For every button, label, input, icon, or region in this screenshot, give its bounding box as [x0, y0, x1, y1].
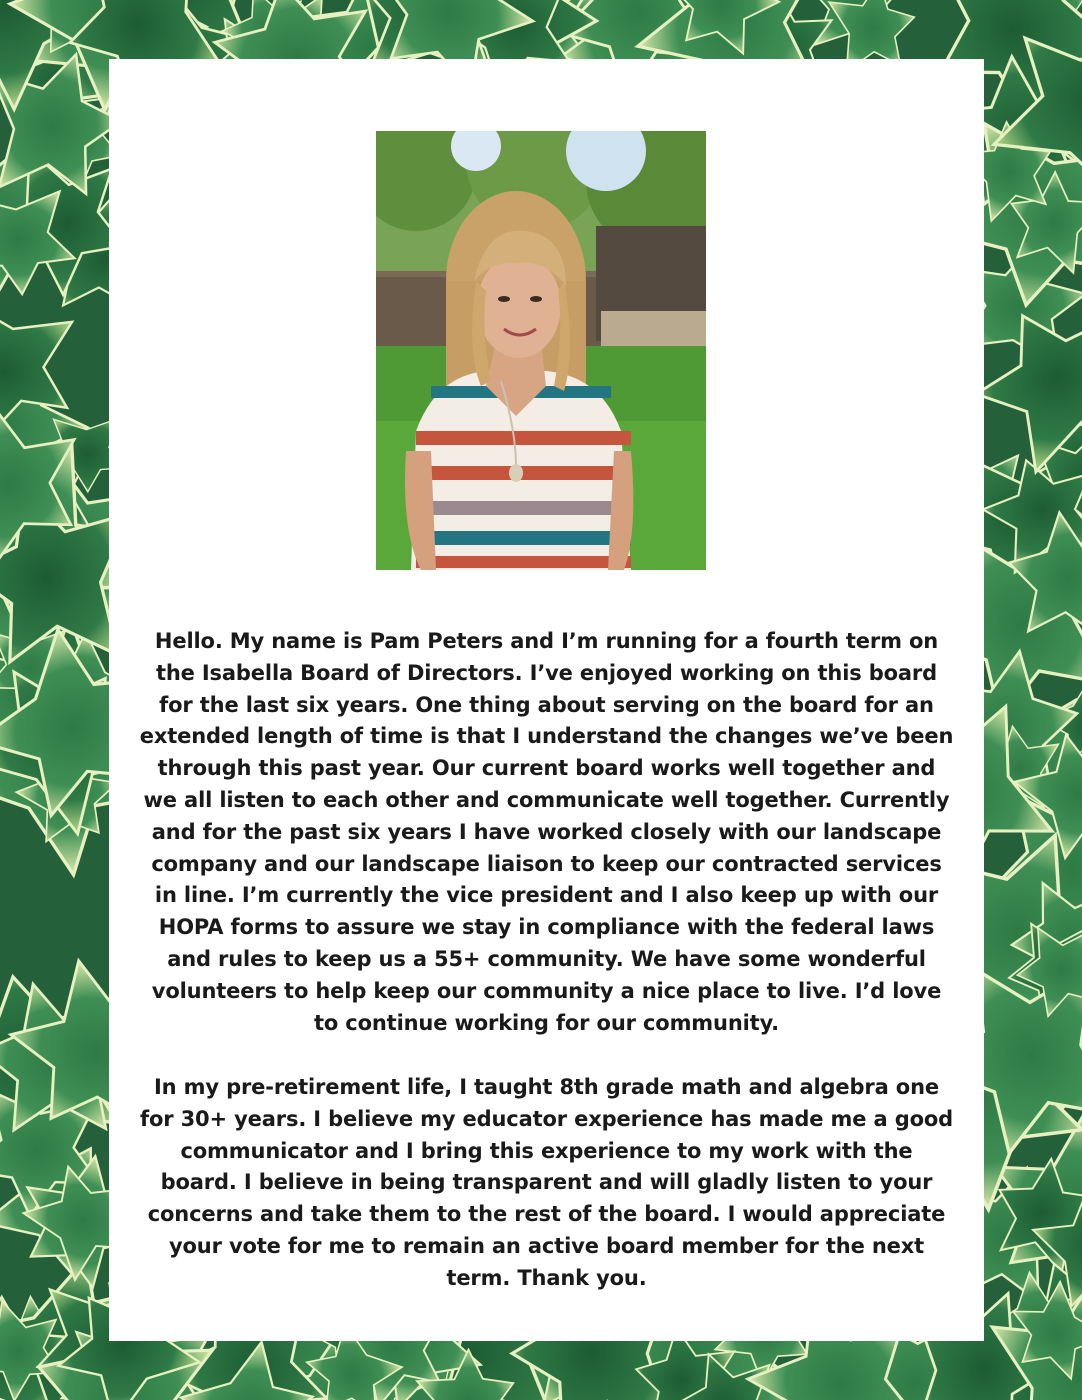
- portrait-image: [376, 131, 706, 570]
- bio-paragraph-2: In my pre-retirement life, I taught 8th grade math and algebra one for 30+ years. I believe my educator experience has made me a good communicator and I bring this experience to my work with the board. I believe in being transparent and will gladly listen to your concerns and take them to the rest of the board. I would appreciate your vote for me to remain an active board member for the next term. Thank you.: [139, 1075, 954, 1290]
- candidate-photo: [376, 131, 706, 570]
- candidate-card: [109, 59, 984, 1341]
- bio-paragraph-1: Hello. My name is Pam Peters and I’m running for a fourth term on the Isabella Board of Directors. I’ve enjoyed working on this board for the last six years. One thing about serving on the board for an extended length of time is that I understand the changes we’ve been through this past year. Our current board works well together and we all listen to each other and communicate well together. Currently and for the past six years I have worked closely with our landscape company and our landscape liaison to keep our contracted services in line. I’m currently the vice president and I also keep up with our HOPA forms to assure we stay in compliance with the federal laws and rules to keep us a 55+ community. We have some wonderful volunteers to help keep our community a nice place to live. I’d love to continue working for our community.: [139, 629, 954, 1035]
